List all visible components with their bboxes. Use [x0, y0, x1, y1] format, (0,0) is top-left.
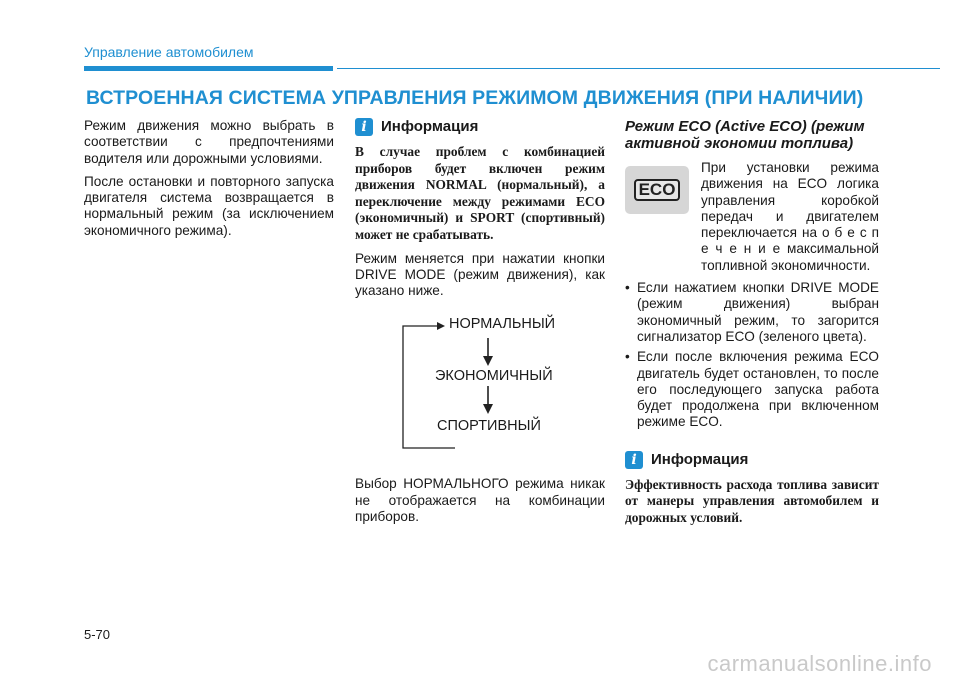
info-icon: i [355, 118, 373, 136]
header-divider [337, 68, 940, 69]
page-number: 5-70 [84, 627, 111, 642]
eco-mode-title: Режим ECO (Active ECO) (режим активной экономии топлива) [625, 118, 865, 152]
eco-badge-text: ECO [634, 179, 681, 201]
list-item: • Если нажатием кнопки DRIVE MODE (режим движения) выбран экономичный режим, то загорится сигнализатор ECO (зеленого цвета). [625, 280, 879, 345]
header-title: Управление автомобилем [84, 44, 254, 60]
eco-description: При установки режима движения на ECO логика управления коробкой передач и двигателем переключается на о б е с п е ч е н и е максимальной топливной экономичности. [701, 160, 879, 273]
mode-cycle-diagram [355, 306, 605, 466]
intro-paragraph: Режим движения можно выбрать в соответствии с предпочтениями водителя или дорожными условиями. [84, 118, 334, 166]
info-text: Эффективность расхода топлива зависит от манеры управления автомобилем и дорожных условий. [625, 476, 879, 525]
watermark: carmanualsonline.info [707, 651, 932, 676]
list-item: • Если после включения режима ECO двигатель будет остановлен, то после его последующего запуска работа будет продолжена при включенном режиме ECO. [625, 349, 879, 430]
mode-normal-label: НОРМАЛЬНЫЙ [449, 316, 556, 333]
header-accent-bar [84, 66, 333, 71]
diagram-caption: Выбор НОРМАЛЬНОГО режима никак не отображается на комбинации приборов. [355, 476, 605, 525]
mode-eco-label: ЭКОНОМИЧНЫЙ [435, 368, 553, 385]
eco-indicator-icon [625, 166, 689, 214]
column-middle [355, 118, 605, 532]
info-header [355, 118, 605, 136]
column-right [625, 118, 879, 534]
mode-sport-label: СПОРТИВНЫЙ [437, 418, 541, 435]
info-label: Информация [651, 450, 749, 468]
mode-change-paragraph: Режим меняется при нажатии кнопки DRIVE MODE (режим движения), как указано ниже. [355, 250, 605, 299]
info-label: Информация [381, 117, 479, 135]
eco-bullet-list [625, 280, 879, 431]
reset-paragraph: После остановки и повторного запуска двигателя система возвращается в нормальный режим (за исключением экономичного режима). [84, 173, 334, 238]
info-header [625, 451, 879, 469]
info-icon: i [625, 451, 643, 469]
info-text: В случае проблем с комбинацией приборов будет включен режим движения NORMAL (нормальный), а переключение между режимами ECO (экономичный) и SPORT (спортивный) может не срабатывать. [355, 144, 605, 242]
eco-description-row [625, 160, 879, 274]
column-left [84, 118, 334, 246]
section-title: ВСТРОЕННАЯ СИСТЕМА УПРАВЛЕНИЯ РЕЖИМОМ ДВИЖЕНИЯ (ПРИ НАЛИЧИИ) [86, 87, 864, 109]
